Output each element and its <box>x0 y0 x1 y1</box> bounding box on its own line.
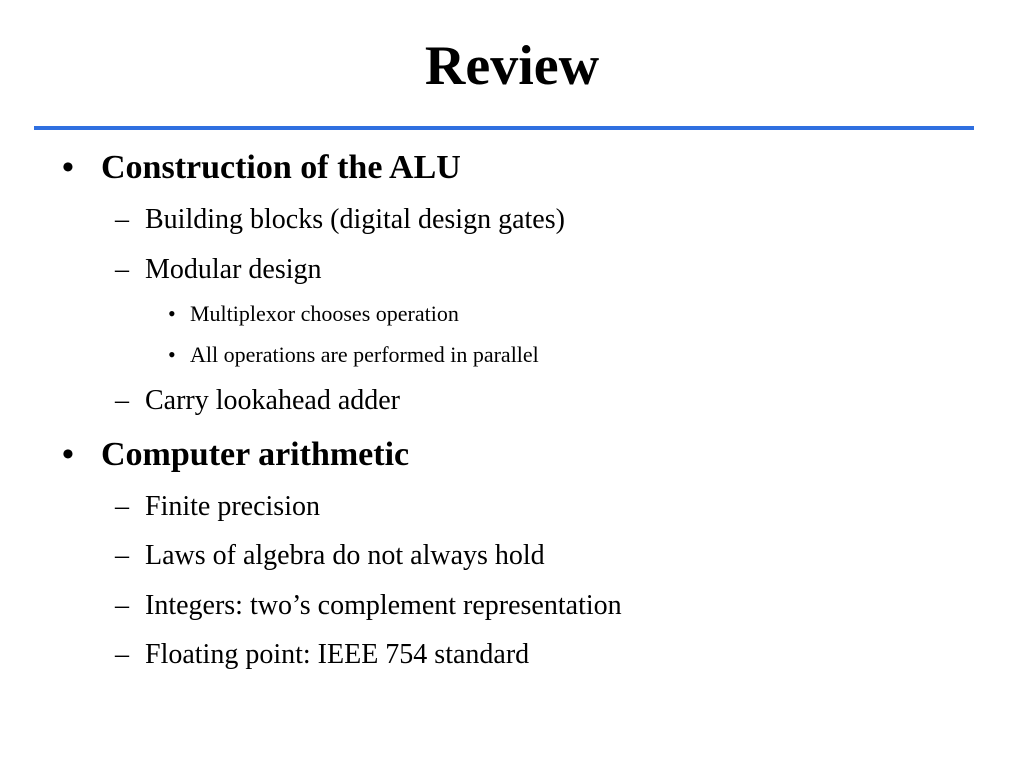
dash-marker: – <box>115 254 129 285</box>
sub-item-floating-point: Floating point: IEEE 754 standard <box>145 639 530 670</box>
sub-sub-item-parallel-operations: All operations are performed in parallel <box>190 342 539 367</box>
sub-item-laws-of-algebra: Laws of algebra do not always hold <box>145 540 545 571</box>
sub-item-twos-complement: Integers: two’s complement representation <box>145 590 622 621</box>
bullet-marker-small: • <box>168 301 176 326</box>
bullet-marker: • <box>62 149 74 186</box>
dash-marker: – <box>115 639 129 670</box>
bullet-item-computer-arithmetic: Computer arithmetic <box>101 436 410 473</box>
bullet-marker-small: • <box>168 342 176 367</box>
dash-marker: – <box>115 590 129 621</box>
sub-item-carry-lookahead: Carry lookahead adder <box>145 385 400 416</box>
sub-item-building-blocks: Building blocks (digital design gates) <box>145 204 565 235</box>
sub-item-finite-precision: Finite precision <box>145 491 320 522</box>
bullet-item-construction-of-alu: Construction of the ALU <box>101 149 461 186</box>
bullet-marker: • <box>62 436 74 473</box>
dash-marker: – <box>115 540 129 571</box>
dash-marker: – <box>115 491 129 522</box>
sub-item-modular-design: Modular design <box>145 254 322 285</box>
dash-marker: – <box>115 385 129 416</box>
sub-sub-item-multiplexor: Multiplexor chooses operation <box>190 301 459 326</box>
slide-title: Review <box>424 35 600 97</box>
dash-marker: – <box>115 204 129 235</box>
